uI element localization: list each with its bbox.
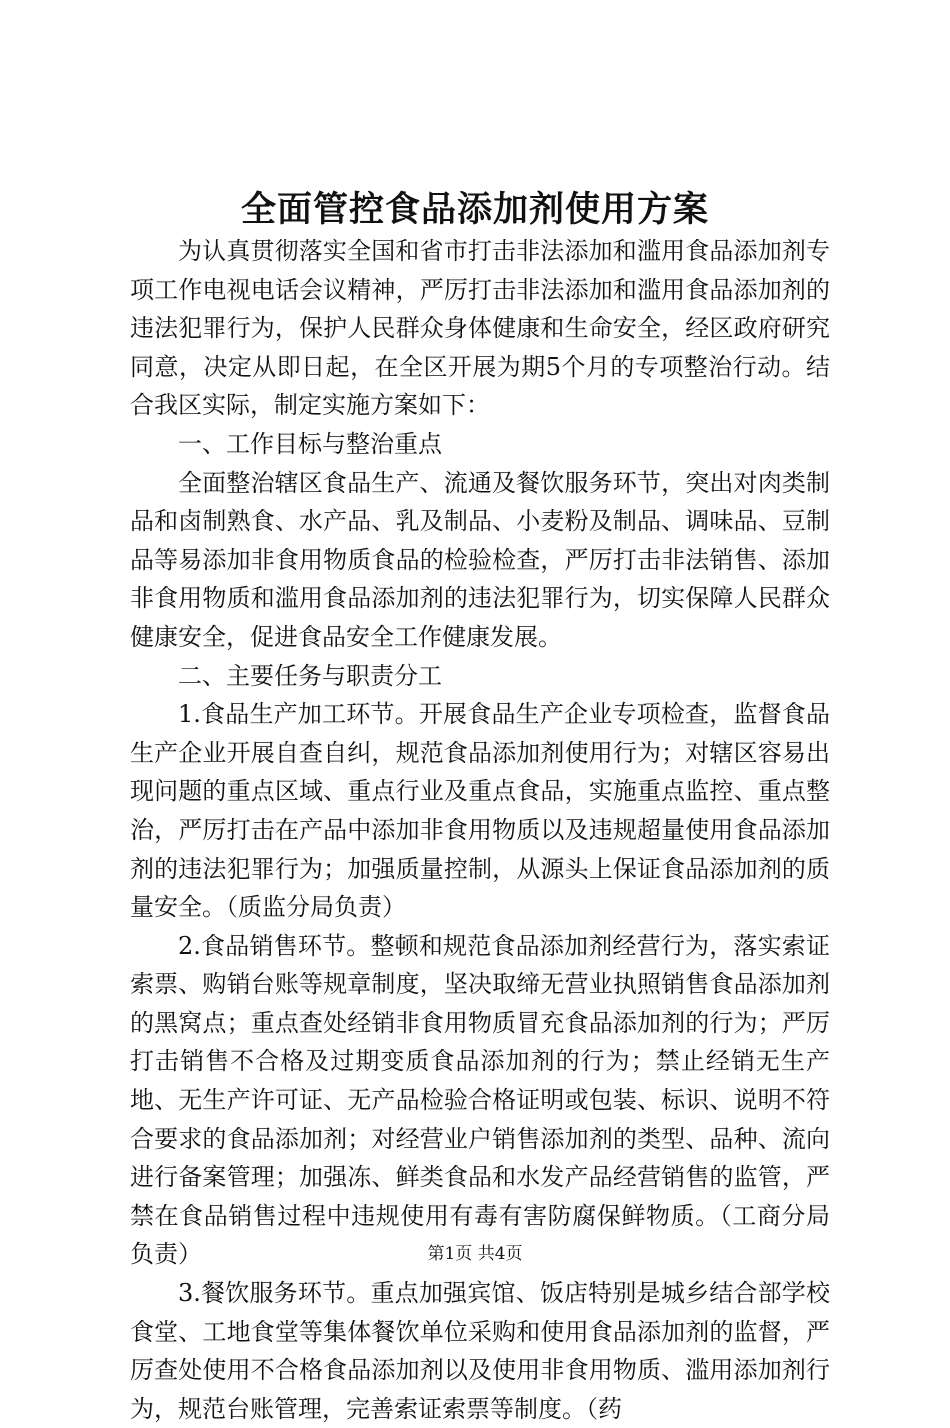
section-heading-2: 二、主要任务与职责分工 [178,661,442,690]
paragraph-task-3: 3.餐饮服务环节。重点加强宾馆、饭店特别是城乡结合部学校食堂、工地食堂等集体餐饮单位采购和使用食品添加剂的监督，严厉查处使用不合格食品添加剂以及使用非食用物质、滥用添加剂行为，规范台账管理，完善索证索票等制度。（药 [130,1279,830,1423]
section-heading-1: 一、工作目标与整治重点 [178,429,442,458]
page-number-footer: 第1页 共4页 [427,1244,523,1264]
paragraph-task-1: 1.食品生产加工环节。开展食品生产企业专项检查，监督食品生产企业开展自查自纠，规范食品添加剂使用行为；对辖区容易出现问题的重点区域、重点行业及重点食品，实施重点监控、重点整治，严厉打击在产品中添加非食用物质以及违规超量使用食品添加剂的违法犯罪行为；加强质量控制，从源头上保证食品添加剂的质量安全。（质监分局负责） [130,700,830,922]
paragraph-intro: 为认真贯彻落实全国和省市打击非法添加和滥用食品添加剂专项工作电视电话会议精神，严厉打击非法添加和滥用食品添加剂的违法犯罪行为，保护人民群众身体健康和生命安全，经区政府研究同意，决定从即日起，在全区开展为期5个月的专项整治行动。结合我区实际，制定实施方案如下： [130,237,830,420]
document-title: 全面管控食品添加剂使用方案 [240,189,709,230]
paragraph-goals: 全面整治辖区食品生产、流通及餐饮服务环节，突出对肉类制品和卤制熟食、水产品、乳及制品、小麦粉及制品、调味品、豆制品等易添加非食用物质食品的检验检查，严厉打击非法销售、添加非食用物质和滥用食品添加剂的违法犯罪行为，切实保障人民群众健康安全，促进食品安全工作健康发展。 [130,468,830,651]
paragraph-task-2: 2.食品销售环节。整顿和规范食品添加剂经营行为，落实索证索票、购销台账等规章制度，坚决取缔无营业执照销售食品添加剂的黑窝点；重点查处经销非食用物质冒充食品添加剂的行为；严厉打击销售不合格及过期变质食品添加剂的行为；禁止经销无生产地、无生产许可证、无产品检验合格证明或包装、标识、说明不符合要求的食品添加剂；对经营业户销售添加剂的类型、品种、流向进行备案管理；加强冻、鲜类食品和水发产品经营销售的监管，严禁在食品销售过程中违规使用有毒有害防腐保鲜物质。（工商分局负责） [130,931,830,1269]
